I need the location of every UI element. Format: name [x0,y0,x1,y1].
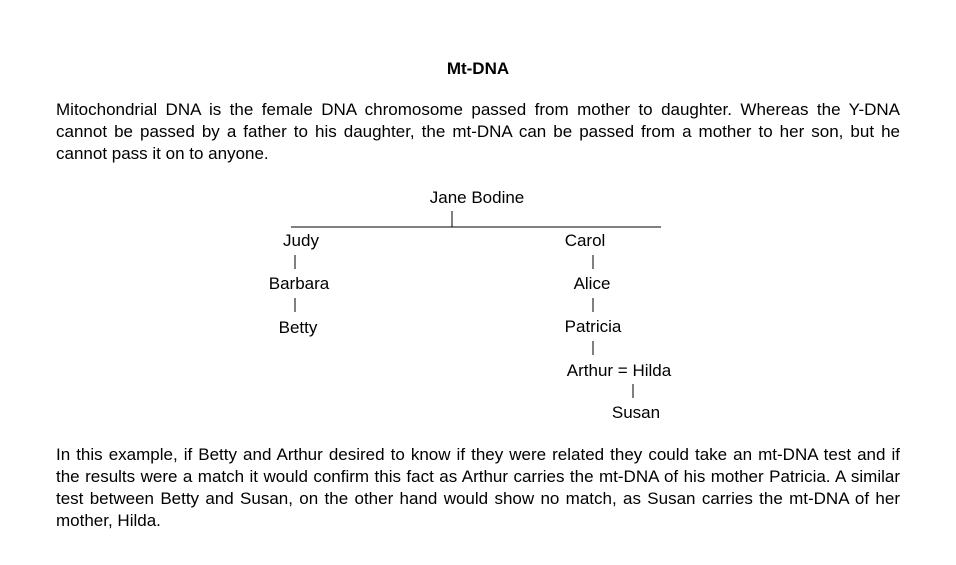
tree-right-gen3: Patricia [564,317,622,336]
conclusion-paragraph: In this example, if Betty and Arthur desired to know if they were related they could take an mt-DNA test and if the results were a match it would confirm this fact as Arthur carries the mt-DNA of his mother Patricia. A similar test between Betty and Susan, on the other hand would show no match, as Susan carries the mt-DNA of her mother, Hilda. [56,445,900,530]
tree-left-gen3: Betty [278,318,318,337]
document-title: Mt-DNA [446,59,510,78]
tree-right-gen2: Alice [573,274,611,293]
tree-couple: Arthur = Hilda [566,361,672,380]
tree-child: Susan [611,403,661,422]
tree-left-gen2: Barbara [268,274,330,293]
tree-left-gen1: Judy [283,231,319,250]
tree-right-gen1: Carol [564,231,606,250]
tree-root: Jane Bodine [429,188,525,207]
intro-paragraph: Mitochondrial DNA is the female DNA chromosome passed from mother to daughter. Whereas the Y-DNA cannot be passed by a father to his daughter, the mt-DNA can be passed from a mother to her son, but he cannot pass it on to anyone. [56,100,900,163]
